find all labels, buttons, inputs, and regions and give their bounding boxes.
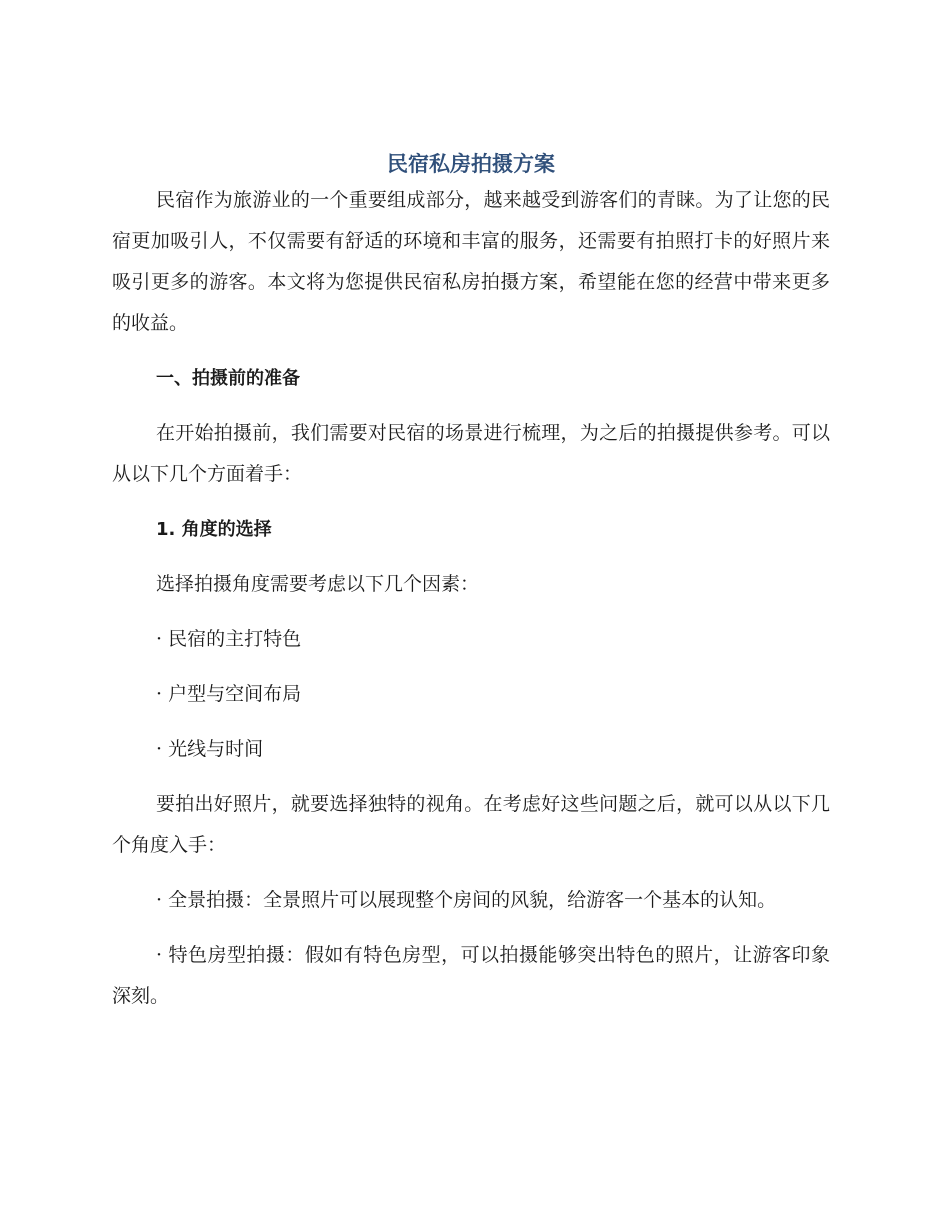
document-title: 民宿私房拍摄方案 xyxy=(387,152,555,176)
list-item: · 户型与空间布局 xyxy=(156,683,302,705)
spacer xyxy=(112,344,830,358)
list-item: · 全景拍摄：全景照片可以展现整个房间的风貌，给游客一个基本的认知。 xyxy=(156,889,777,911)
spacer xyxy=(112,715,830,729)
spacer xyxy=(112,660,830,674)
spacer xyxy=(112,399,830,413)
section-heading-preparation: 一、拍摄前的准备 xyxy=(156,368,300,389)
spacer xyxy=(112,495,830,509)
document-content xyxy=(112,148,830,1017)
spacer xyxy=(112,921,830,935)
spacer xyxy=(112,550,830,564)
subsection-heading-angle: 1. 角度的选择 xyxy=(156,519,272,540)
section-paragraph: 在开始拍摄前，我们需要对民宿的场景进行梳理，为之后的拍摄提供参考。可以从以下几个方面着手： xyxy=(112,422,830,485)
intro-paragraph: 民宿作为旅游业的一个重要组成部分，越来越受到游客们的青睐。为了让您的民宿更加吸引人，不仅需要有舒适的环境和丰富的服务，还需要有拍照打卡的好照片来吸引更多的游客。本文将为您提供民宿私房拍摄方案，希望能在您的经营中带来更多的收益。 xyxy=(112,189,830,334)
spacer xyxy=(112,770,830,784)
spacer xyxy=(112,605,830,619)
spacer xyxy=(112,866,830,880)
list-item: · 光线与时间 xyxy=(156,738,264,760)
subsection-paragraph: 选择拍摄角度需要考虑以下几个因素： xyxy=(156,573,480,595)
list-item: · 特色房型拍摄：假如有特色房型，可以拍摄能够突出特色的照片，让游客印象深刻。 xyxy=(112,944,830,1007)
angles-paragraph: 要拍出好照片，就要选择独特的视角。在考虑好这些问题之后，就可以从以下几个角度入手： xyxy=(112,793,830,856)
list-item: · 民宿的主打特色 xyxy=(156,628,302,650)
